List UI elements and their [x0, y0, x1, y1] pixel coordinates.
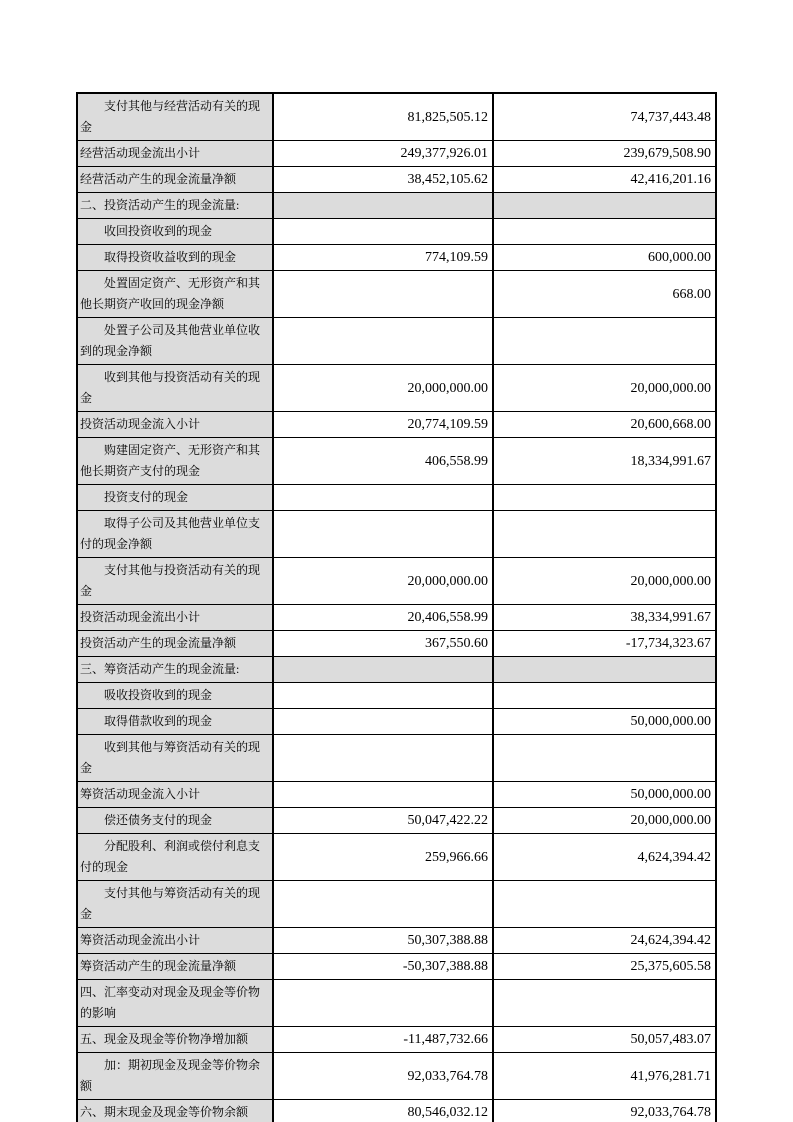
table-row: [77, 511, 716, 558]
row-label: 四、汇率变动对现金及现金等价物的影响: [77, 980, 273, 1027]
current-period-value: [273, 657, 493, 683]
prior-period-value: 92,033,764.78: [493, 1100, 716, 1122]
prior-period-value: [493, 881, 716, 928]
row-label: 支付其他与经营活动有关的现金: [77, 93, 273, 141]
current-period-value: [273, 881, 493, 928]
cash-flow-table: [76, 92, 717, 1122]
prior-period-value: [493, 511, 716, 558]
prior-period-value: 668.00: [493, 271, 716, 318]
table-row: [77, 605, 716, 631]
current-period-value: 367,550.60: [273, 631, 493, 657]
prior-period-value: [493, 657, 716, 683]
table-row: [77, 438, 716, 485]
table-row: [77, 412, 716, 438]
current-period-value: 249,377,926.01: [273, 141, 493, 167]
prior-period-value: 24,624,394.42: [493, 928, 716, 954]
row-label: 投资活动产生的现金流量净额: [77, 631, 273, 657]
prior-period-value: 41,976,281.71: [493, 1053, 716, 1100]
table-row: [77, 657, 716, 683]
table-row: [77, 631, 716, 657]
table-row: [77, 318, 716, 365]
table-row: [77, 1053, 716, 1100]
current-period-value: -50,307,388.88: [273, 954, 493, 980]
row-label: 筹资活动现金流出小计: [77, 928, 273, 954]
table-row: [77, 683, 716, 709]
table-row: [77, 365, 716, 412]
row-label: 投资活动现金流入小计: [77, 412, 273, 438]
table-row: [77, 954, 716, 980]
row-label: 三、筹资活动产生的现金流量:: [77, 657, 273, 683]
row-label: 投资活动现金流出小计: [77, 605, 273, 631]
table-row: [77, 167, 716, 193]
prior-period-value: 50,000,000.00: [493, 709, 716, 735]
row-label: 收到其他与筹资活动有关的现金: [77, 735, 273, 782]
table-row: [77, 485, 716, 511]
table-row: [77, 709, 716, 735]
current-period-value: [273, 219, 493, 245]
table-row: [77, 980, 716, 1027]
current-period-value: [273, 782, 493, 808]
row-label: 五、现金及现金等价物净增加额: [77, 1027, 273, 1053]
table-row: [77, 834, 716, 881]
current-period-value: [273, 318, 493, 365]
row-label: 二、投资活动产生的现金流量:: [77, 193, 273, 219]
prior-period-value: [493, 193, 716, 219]
table-row: [77, 735, 716, 782]
current-period-value: [273, 709, 493, 735]
prior-period-value: [493, 485, 716, 511]
table-row: [77, 1027, 716, 1053]
table-row: [77, 558, 716, 605]
prior-period-value: [493, 683, 716, 709]
row-label: 支付其他与筹资活动有关的现金: [77, 881, 273, 928]
prior-period-value: 50,057,483.07: [493, 1027, 716, 1053]
row-label: 六、期末现金及现金等价物余额: [77, 1100, 273, 1122]
row-label: 筹资活动现金流入小计: [77, 782, 273, 808]
current-period-value: [273, 271, 493, 318]
table-row: [77, 881, 716, 928]
current-period-value: [273, 485, 493, 511]
current-period-value: 259,966.66: [273, 834, 493, 881]
current-period-value: 80,546,032.12: [273, 1100, 493, 1122]
prior-period-value: 4,624,394.42: [493, 834, 716, 881]
current-period-value: [273, 735, 493, 782]
row-label: 分配股利、利润或偿付利息支付的现金: [77, 834, 273, 881]
prior-period-value: [493, 219, 716, 245]
row-label: 经营活动现金流出小计: [77, 141, 273, 167]
row-label: 吸收投资收到的现金: [77, 683, 273, 709]
prior-period-value: 25,375,605.58: [493, 954, 716, 980]
current-period-value: [273, 683, 493, 709]
prior-period-value: 50,000,000.00: [493, 782, 716, 808]
row-label: 收到其他与投资活动有关的现金: [77, 365, 273, 412]
table-row: [77, 782, 716, 808]
prior-period-value: 20,000,000.00: [493, 808, 716, 834]
row-label: 取得投资收益收到的现金: [77, 245, 273, 271]
current-period-value: 81,825,505.12: [273, 93, 493, 141]
table-row: [77, 141, 716, 167]
current-period-value: 20,774,109.59: [273, 412, 493, 438]
prior-period-value: 20,600,668.00: [493, 412, 716, 438]
current-period-value: [273, 193, 493, 219]
row-label: 取得借款收到的现金: [77, 709, 273, 735]
table-row: [77, 928, 716, 954]
row-label: 投资支付的现金: [77, 485, 273, 511]
table-row: [77, 808, 716, 834]
prior-period-value: [493, 980, 716, 1027]
prior-period-value: 74,737,443.48: [493, 93, 716, 141]
current-period-value: 20,000,000.00: [273, 558, 493, 605]
current-period-value: 92,033,764.78: [273, 1053, 493, 1100]
prior-period-value: 20,000,000.00: [493, 558, 716, 605]
current-period-value: [273, 980, 493, 1027]
current-period-value: -11,487,732.66: [273, 1027, 493, 1053]
row-label: 经营活动产生的现金流量净额: [77, 167, 273, 193]
table-row: [77, 245, 716, 271]
current-period-value: [273, 511, 493, 558]
prior-period-value: 42,416,201.16: [493, 167, 716, 193]
current-period-value: 38,452,105.62: [273, 167, 493, 193]
table-body: [77, 93, 716, 1122]
row-label: 取得子公司及其他营业单位支付的现金净额: [77, 511, 273, 558]
row-label: 筹资活动产生的现金流量净额: [77, 954, 273, 980]
row-label: 支付其他与投资活动有关的现金: [77, 558, 273, 605]
prior-period-value: 239,679,508.90: [493, 141, 716, 167]
table-row: [77, 219, 716, 245]
table-row: [77, 93, 716, 141]
table-row: [77, 193, 716, 219]
prior-period-value: 38,334,991.67: [493, 605, 716, 631]
row-label: 加：期初现金及现金等价物余额: [77, 1053, 273, 1100]
current-period-value: 406,558.99: [273, 438, 493, 485]
prior-period-value: 600,000.00: [493, 245, 716, 271]
prior-period-value: 20,000,000.00: [493, 365, 716, 412]
prior-period-value: -17,734,323.67: [493, 631, 716, 657]
table-row: [77, 271, 716, 318]
row-label: 收回投资收到的现金: [77, 219, 273, 245]
current-period-value: 774,109.59: [273, 245, 493, 271]
table-row: [77, 1100, 716, 1122]
current-period-value: 50,307,388.88: [273, 928, 493, 954]
current-period-value: 50,047,422.22: [273, 808, 493, 834]
row-label: 购建固定资产、无形资产和其他长期资产支付的现金: [77, 438, 273, 485]
row-label: 处置子公司及其他营业单位收到的现金净额: [77, 318, 273, 365]
row-label: 偿还债务支付的现金: [77, 808, 273, 834]
prior-period-value: [493, 735, 716, 782]
prior-period-value: [493, 318, 716, 365]
prior-period-value: 18,334,991.67: [493, 438, 716, 485]
row-label: 处置固定资产、无形资产和其他长期资产收回的现金净额: [77, 271, 273, 318]
current-period-value: 20,406,558.99: [273, 605, 493, 631]
current-period-value: 20,000,000.00: [273, 365, 493, 412]
